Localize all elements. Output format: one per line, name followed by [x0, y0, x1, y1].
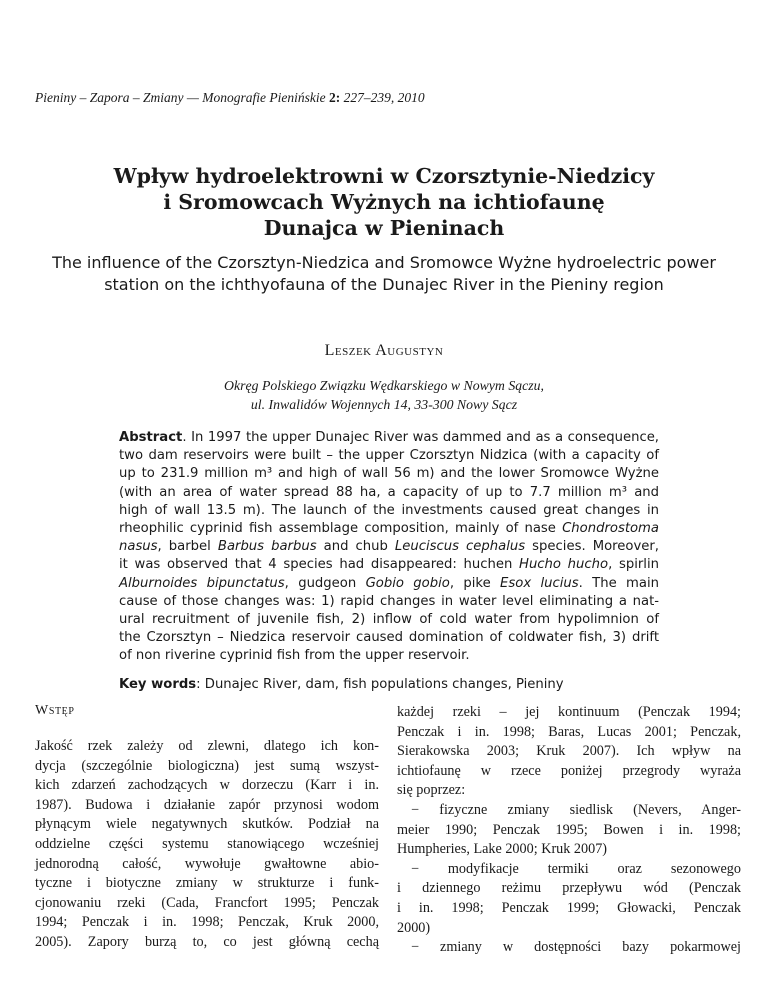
species-name: Alburnoides bipunctatus	[119, 575, 285, 591]
affiliation	[0, 376, 768, 414]
title-polish-line: Dunajca w Pieninach	[263, 216, 505, 240]
body-line: Sierakowska 2003; Kruk 2007). Ich wpływ na	[397, 743, 741, 760]
body-line: cjonowaniu rzeki (Cada, Francfort 1995; Penczak	[35, 894, 379, 911]
body-line: oddzielne części systemu stanowiącego wcześniej	[35, 835, 379, 852]
species-name: Chondrostoma	[562, 521, 659, 537]
abstract-line: ural recruitment of juvenile fish, 2) inflow of cold water from hypolimnion of	[119, 612, 659, 628]
body-line: Jakość rzek zależy od zlewni, dlatego ich kon-	[35, 738, 379, 754]
body-line: i in. 1998; Penczak 1999; Głowacki, Penczak	[397, 899, 741, 916]
abstract-line: up to 231.9 million m³ and high of wall 56 m) and the lower Sromowce Wyżne	[119, 466, 659, 482]
list-item: − fizyczne zmiany siedlisk (Nevers, Anger-	[411, 801, 741, 818]
body-column-right	[397, 703, 741, 958]
abstract-line: of non riverine cyprinid fish from the upper reservoir.	[119, 648, 470, 664]
body-line: jednorodną całość, wywołuje gwałtowne abio-	[35, 855, 379, 872]
body-line: ichtiofaunę w rzece poniżej przegrody wyraża	[397, 762, 741, 779]
body-line: kich zdarzeń zachodzących w dorzeczu (Karr i in.	[35, 777, 379, 794]
body-line: 2005). Zapory burzą to, co jest główną cechą	[35, 933, 379, 950]
body-line: płynącym wiele negatywnych skutków. Podział na	[35, 816, 379, 833]
title-polish	[0, 163, 768, 241]
body-line: dycja (szczególnie biologiczna) jest sumą wszyst-	[35, 757, 379, 774]
abstract-line: high of wall 13.5 m). The launch of the investments caused great changes in	[119, 502, 659, 518]
abstract	[119, 429, 659, 666]
journal-series: Pieniny – Zapora – Zmiany — Monografie Pienińskie	[35, 90, 326, 105]
title-english	[40, 252, 728, 296]
title-polish-line: i Sromowcach Wyżnych na ichtiofaunę	[163, 190, 605, 214]
abstract-line: the Czorsztyn – Niedzica reservoir caused domination of coldwater fish, 3) drift	[119, 630, 659, 646]
body-line: meier 1990; Penczak 1995; Bowen i in. 1998;	[397, 821, 741, 838]
body-line: Penczak i in. 1998; Baras, Lucas 2001; Penczak,	[397, 723, 741, 740]
page-range-year: 227–239, 2010	[343, 90, 425, 105]
abstract-line: Alburnoides bipunctatus, gudgeon Gobio gobio, pike Esox lucius. The main	[119, 575, 660, 591]
species-name: nasus	[119, 539, 158, 555]
abstract-line: (with an area of water spread 88 ha, a capacity of up to 7.7 million m³ and	[119, 484, 659, 500]
affiliation-line: ul. Inwalidów Wojennych 14, 33-300 Nowy Sącz	[250, 397, 518, 412]
list-item: − zmiany w dostępności bazy pokarmowej	[411, 939, 741, 956]
abstract-line: Abstract. In 1997 the upper Dunajec River was dammed and as a consequence,	[119, 430, 659, 445]
body-line: 1994; Penczak i in. 1998; Penczak, Kruk 2000,	[35, 914, 379, 931]
body-line: 2000)	[397, 919, 431, 936]
abstract-line: nasus, barbel Barbus barbus and chub Leuciscus cephalus species. Moreover,	[119, 539, 659, 555]
title-english-line: station on the ichthyofauna of the Dunajec River in the Pieniny region	[104, 275, 664, 294]
keywords	[119, 677, 564, 692]
species-name: Hucho hucho	[519, 557, 609, 573]
title-english-line: The influence of the Czorsztyn-Niedzica and Sromowce Wyżne hydroelectric power	[52, 253, 716, 272]
body-column-left	[35, 737, 379, 953]
body-line: każdej rzeki – jej kontinuum (Penczak 1994;	[397, 704, 741, 720]
volume-number: 2:	[328, 90, 341, 105]
abstract-line: it was observed that 4 species had disappeared: huchen Hucho hucho, spirlin	[119, 557, 659, 573]
body-line: się poprzez:	[397, 782, 466, 799]
abstract-line: rheophilic cyprinid fish assemblage composition, mainly of nase Chondrostoma	[119, 521, 659, 537]
keywords-label: Key words	[119, 677, 197, 692]
abstract-line: cause of those changes was: 1) rapid changes in water level eliminating a nat-	[119, 593, 659, 609]
running-head	[35, 90, 425, 106]
abstract-line: two dam reservoirs were built – the upper Czorsztyn Nidzica (with a capacity of	[119, 448, 659, 464]
body-line: tyczne i biotyczne zmiany w strukturze i funk-	[35, 875, 379, 892]
keywords-text: : Dunajec River, dam, fish populations changes, Pieniny	[196, 677, 564, 692]
species-name: Leuciscus cephalus	[394, 539, 526, 555]
list-item: − modyfikacje termiki oraz sezonowego	[411, 860, 741, 877]
title-polish-line: Wpływ hydroelektrowni w Czorsztynie-Niedzicy	[113, 164, 655, 188]
species-name: Barbus barbus	[217, 539, 317, 555]
species-name: Esox lucius	[500, 575, 579, 591]
affiliation-line: Okręg Polskiego Związku Wędkarskiego w Nowym Sączu,	[224, 378, 544, 393]
abstract-label: Abstract	[119, 430, 183, 445]
author-name: Leszek Augustyn	[324, 342, 444, 359]
body-line: Humpheries, Lake 2000; Kruk 2007)	[397, 841, 608, 858]
body-line: i dziennego reżimu przepływu wód (Penczak	[397, 880, 741, 897]
species-name: Gobio gobio	[365, 575, 450, 591]
body-line: 1987). Budowa i działanie zapór przynosi wodom	[35, 796, 379, 813]
section-heading: Wstęp	[35, 703, 75, 718]
